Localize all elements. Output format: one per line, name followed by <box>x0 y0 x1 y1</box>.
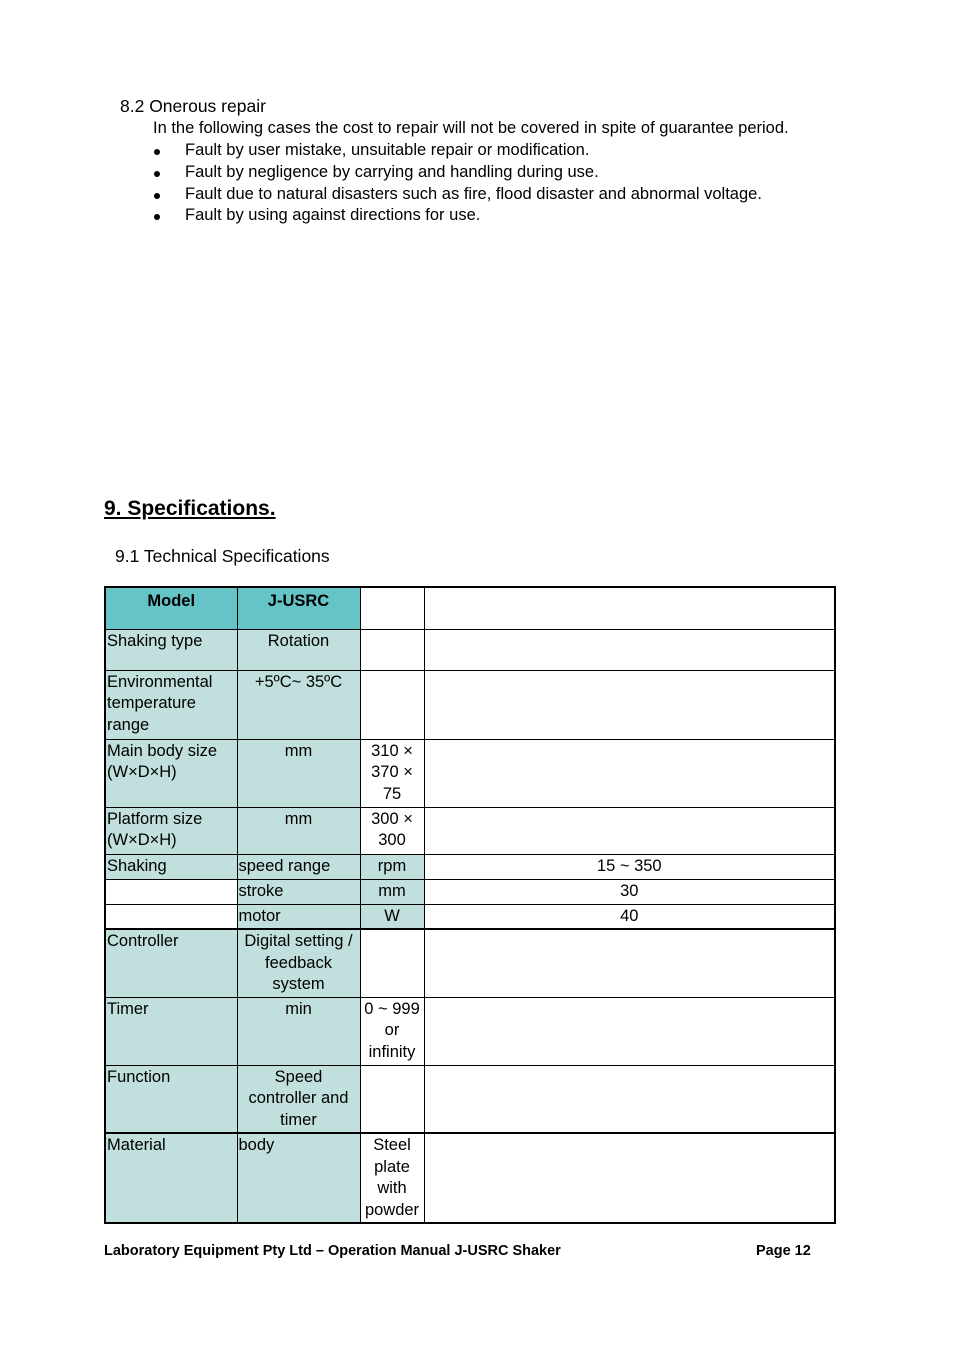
specifications-table <box>104 586 836 1224</box>
table-cell: 310 × 370 × 75 <box>360 739 424 807</box>
table-row <box>105 1133 835 1223</box>
table-cell: body <box>237 1133 360 1223</box>
table-cell: mm <box>237 807 360 854</box>
footer-document-title: Laboratory Equipment Pty Ltd – Operation Manual J-USRC Shaker <box>104 1243 561 1259</box>
table-cell: 30 <box>424 879 835 904</box>
table-cell: mm <box>360 879 424 904</box>
table-cell: Speed controller and timer <box>237 1065 360 1133</box>
table-cell: Main body size (W×D×H) <box>105 739 237 807</box>
bullet-icon <box>153 184 185 206</box>
table-cell <box>424 1133 835 1223</box>
table-row <box>105 929 835 997</box>
table-cell <box>105 904 237 929</box>
table-header-row <box>105 587 835 629</box>
table-cell: Shaking type <box>105 629 237 670</box>
table-header-cell: J-USRC <box>237 587 360 629</box>
footer-page-number: Page 12 <box>756 1243 811 1259</box>
table-cell: min <box>237 997 360 1065</box>
table-cell: Platform size (W×D×H) <box>105 807 237 854</box>
table-cell <box>105 879 237 904</box>
table-cell: Function <box>105 1065 237 1133</box>
table-cell: 15 ~ 350 <box>424 854 835 879</box>
table-row <box>105 629 835 670</box>
bullet-icon <box>153 205 185 227</box>
table-cell: Steel plate with powder <box>360 1133 424 1223</box>
table-cell: 300 × 300 <box>360 807 424 854</box>
table-cell <box>424 629 835 670</box>
list-item: Fault by using against directions for use. <box>153 205 762 227</box>
table-cell <box>360 929 424 997</box>
table-cell: rpm <box>360 854 424 879</box>
repair-bullet-list <box>153 140 762 227</box>
repair-intro-text: In the following cases the cost to repair will not be covered in spite of guarantee period. <box>153 119 789 137</box>
section-9-1-subheading: 9.1 Technical Specifications <box>115 546 330 566</box>
table-cell: mm <box>237 739 360 807</box>
table-cell: Timer <box>105 997 237 1065</box>
section-9-heading: 9. Specifications. <box>104 497 276 520</box>
table-header-cell <box>360 587 424 629</box>
table-cell: Rotation <box>237 629 360 670</box>
table-cell <box>360 1065 424 1133</box>
table-cell: Shaking <box>105 854 237 879</box>
list-item: Fault due to natural disasters such as fire, flood disaster and abnormal voltage. <box>153 184 762 206</box>
table-row <box>105 807 835 854</box>
table-cell <box>360 629 424 670</box>
table-cell <box>424 807 835 854</box>
table-cell: speed range <box>237 854 360 879</box>
table-cell: Material <box>105 1133 237 1223</box>
table-cell <box>424 670 835 739</box>
table-cell: 40 <box>424 904 835 929</box>
table-cell: W <box>360 904 424 929</box>
table-row <box>105 879 835 904</box>
section-8-2-heading: 8.2 Onerous repair <box>120 96 266 116</box>
table-row <box>105 904 835 929</box>
table-cell <box>424 739 835 807</box>
list-item: Fault by negligence by carrying and handling during use. <box>153 162 762 184</box>
table-row <box>105 854 835 879</box>
table-cell <box>424 997 835 1065</box>
table-cell <box>424 929 835 997</box>
bullet-icon <box>153 140 185 162</box>
table-header-cell <box>424 587 835 629</box>
table-row <box>105 739 835 807</box>
table-row <box>105 670 835 739</box>
table-cell: Controller <box>105 929 237 997</box>
table-header-cell: Model <box>105 587 237 629</box>
table-cell: Digital setting / feedback system <box>237 929 360 997</box>
table-cell <box>424 1065 835 1133</box>
list-item: Fault by user mistake, unsuitable repair or modification. <box>153 140 762 162</box>
table-cell: +5ºC~ 35ºC <box>237 670 360 739</box>
table-cell: 0 ~ 999 or infinity <box>360 997 424 1065</box>
table-cell <box>360 670 424 739</box>
table-row <box>105 997 835 1065</box>
bullet-icon <box>153 162 185 184</box>
table-cell: motor <box>237 904 360 929</box>
table-row <box>105 1065 835 1133</box>
table-cell: stroke <box>237 879 360 904</box>
table-cell: Environmental temperature range <box>105 670 237 739</box>
